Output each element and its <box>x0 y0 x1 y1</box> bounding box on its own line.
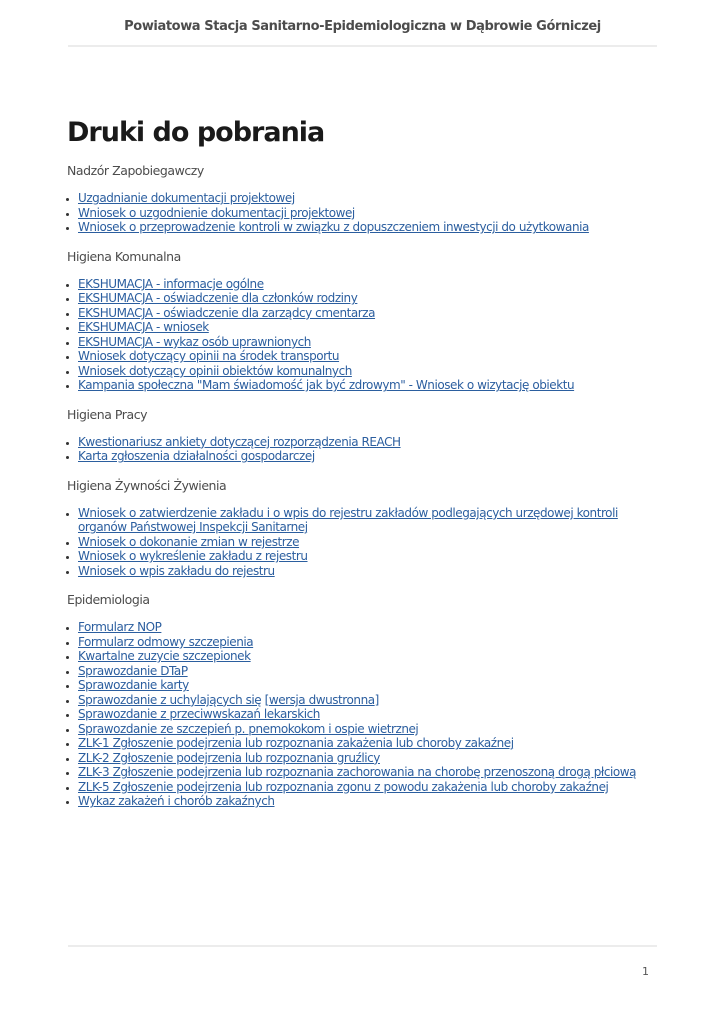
list-item <box>78 649 658 664</box>
list-item <box>78 751 658 766</box>
document-link[interactable]: ZLK-1 Zgłoszenie podejrzenia lub rozpoznania zakażenia lub choroby zakaźnej <box>78 736 514 751</box>
section-heading: Higiena Pracy <box>67 406 148 422</box>
document-link[interactable]: Formularz NOP <box>78 620 162 635</box>
document-link[interactable]: Kwestionariusz ankiety dotyczącej rozporządzenia REACH <box>78 434 401 449</box>
header-divider <box>68 45 657 47</box>
list-item <box>78 693 658 708</box>
document-link-alt-version[interactable]: wersja dwustronna <box>268 692 375 707</box>
page-title: Druki do pobrania <box>67 117 325 148</box>
document-list <box>67 620 658 809</box>
document-link[interactable]: Kwartalne zuzycie szczepionek <box>78 649 251 664</box>
section-heading: Higiena Żywności Żywienia <box>67 477 227 493</box>
document-link[interactable]: ZLK-3 Zgłoszenie podejrzenia lub rozpoznania zachorowania na chorobę przenoszoną drogą płciową <box>78 765 637 780</box>
document-link[interactable]: Wniosek o wpis zakładu do rejestru <box>78 563 275 578</box>
document-list <box>67 191 658 235</box>
document-link[interactable]: ZLK-5 Zgłoszenie podejrzenia lub rozpoznania zgonu z powodu zakażenia lub choroby zakaźnej <box>78 779 609 794</box>
list-item <box>78 378 658 393</box>
section-heading: Nadzór Zapobiegawczy <box>67 163 204 179</box>
document-link[interactable]: Wniosek o przeprowadzenie kontroli w związku z dopuszczeniem inwestycji do użytkowania <box>78 220 589 235</box>
document-link[interactable]: EKSHUMACJA - oświadczenie dla członków rodziny <box>78 291 358 306</box>
list-item <box>78 435 658 450</box>
section-heading: Epidemiologia <box>67 592 150 608</box>
footer-divider <box>68 945 657 947</box>
list-item <box>78 306 658 321</box>
document-link[interactable]: Sprawozdanie z przeciwwskazań lekarskich <box>78 707 320 722</box>
list-item <box>78 664 658 679</box>
list-item <box>78 364 658 379</box>
list-item <box>78 765 658 780</box>
list-item <box>78 635 658 650</box>
list-item <box>78 506 658 535</box>
document-list <box>67 277 658 393</box>
list-item <box>78 291 658 306</box>
list-item <box>78 349 658 364</box>
document-link[interactable]: Karta zgłoszenia działalności gospodarczej <box>78 449 315 464</box>
list-item <box>78 549 658 564</box>
document-link[interactable]: Wniosek o uzgodnienie dokumentacji projektowej <box>78 205 355 220</box>
bracket-open: [ <box>261 692 269 707</box>
document-link[interactable]: Wykaz zakażeń i chorób zakaźnych <box>78 794 275 809</box>
document-link[interactable]: EKSHUMACJA - wykaz osób uprawnionych <box>78 334 311 349</box>
list-item <box>78 736 658 751</box>
document-link[interactable]: EKSHUMACJA - oświadczenie dla zarządcy cmentarza <box>78 305 376 320</box>
list-item <box>78 335 658 350</box>
document-link[interactable]: EKSHUMACJA - wniosek <box>78 320 209 335</box>
document-link[interactable]: ZLK-2 Zgłoszenie podejrzenia lub rozpoznania gruźlicy <box>78 750 380 765</box>
list-item <box>78 449 658 464</box>
list-item <box>78 620 658 635</box>
document-link[interactable]: Wniosek dotyczący opinii obiektów komunalnych <box>78 363 352 378</box>
list-item <box>78 722 658 737</box>
document-list <box>67 435 658 464</box>
list-item <box>78 780 658 795</box>
list-item <box>78 678 658 693</box>
document-link[interactable]: Wniosek dotyczący opinii na środek transportu <box>78 349 340 364</box>
document-list <box>67 506 658 579</box>
document-link[interactable]: Sprawozdanie karty <box>78 678 189 693</box>
list-item <box>78 535 658 550</box>
list-item <box>78 277 658 292</box>
document-link[interactable]: Wniosek o zatwierdzenie zakładu i o wpis do rejestru zakładów podlegających urzędowej kontroli organów Państwowej Inspekcji Sanitarnej <box>78 505 618 535</box>
download-sections <box>67 163 658 809</box>
document-link[interactable]: Sprawozdanie DTaP <box>78 663 188 678</box>
list-item <box>78 191 658 206</box>
page-number: 1 <box>642 965 649 978</box>
list-item <box>78 220 658 235</box>
document-link[interactable]: Sprawozdanie z uchylających się <box>78 692 262 707</box>
document-link[interactable]: Wniosek o wykreślenie zakładu z rejestru <box>78 549 308 564</box>
document-link[interactable]: Uzgadnianie dokumentacji projektowej <box>78 191 295 206</box>
document-link[interactable]: Kampania społeczna "Mam świadomość jak być zdrowym" - Wniosek o wizytację obiektu <box>78 378 575 393</box>
list-item <box>78 564 658 579</box>
content-area <box>67 117 658 809</box>
document-link[interactable]: EKSHUMACJA - informacje ogólne <box>78 276 264 291</box>
list-item <box>78 206 658 221</box>
document-link[interactable]: Formularz odmowy szczepienia <box>78 634 254 649</box>
document-link[interactable]: Wniosek o dokonanie zmian w rejestrze <box>78 534 300 549</box>
list-item <box>78 794 658 809</box>
site-header-title: Powiatowa Stacja Sanitarno-Epidemiologiczna w Dąbrowie Górniczej <box>124 19 601 34</box>
list-item <box>78 320 658 335</box>
section-heading: Higiena Komunalna <box>67 248 181 264</box>
list-item <box>78 707 658 722</box>
bracket-close: ] <box>374 692 379 707</box>
document-link[interactable]: Sprawozdanie ze szczepień p. pnemokokom i ospie wietrznej <box>78 721 419 736</box>
